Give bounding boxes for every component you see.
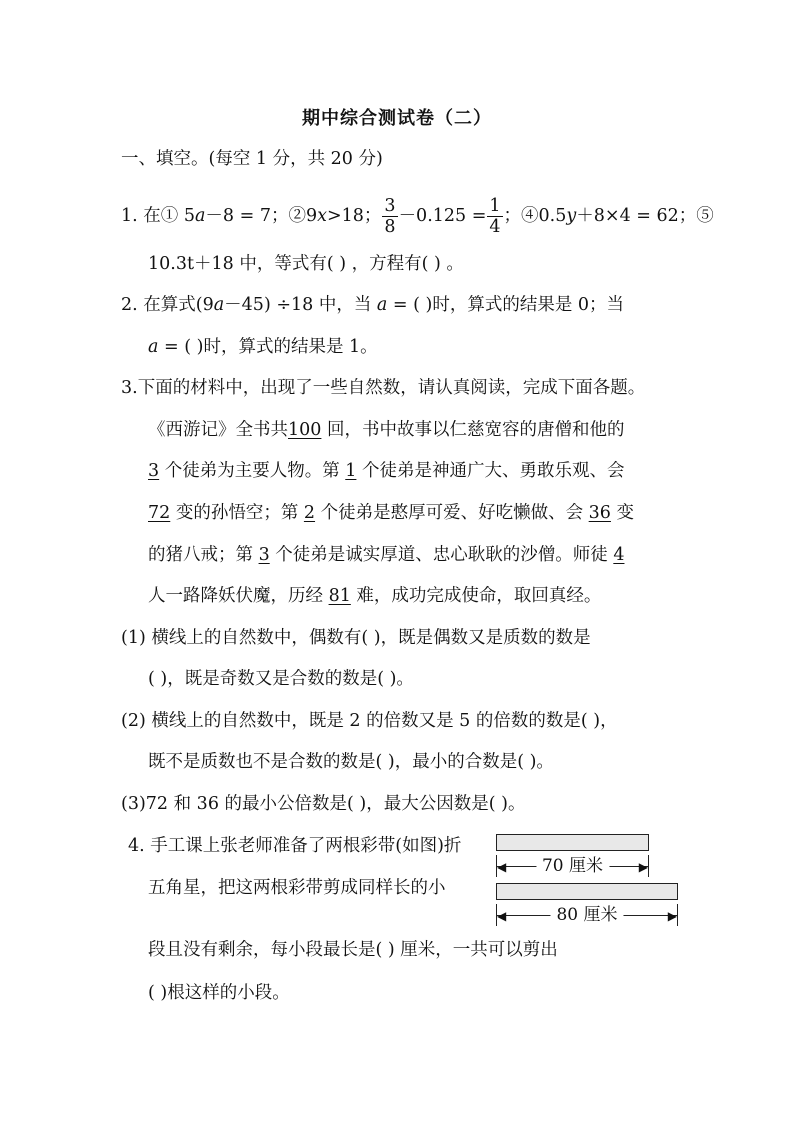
q2-var-a2: a	[376, 295, 388, 315]
q2-text-a: 2. 在算式(9	[121, 295, 214, 315]
passage-text: 回，书中故事以仁慈宽容的唐僧和他的	[321, 420, 625, 440]
question-4-line-3: 段且没有剩余，每小段最长是( ) 厘米，一共可以剪出	[148, 940, 558, 960]
ribbon-70	[496, 834, 649, 851]
underlined-number: 81	[328, 586, 351, 606]
q2-line2-text: = ( )时，算式的结果是 1。	[158, 337, 378, 357]
page-title: 期中综合测试卷（二）	[302, 108, 492, 129]
q2-var-a: a	[213, 295, 225, 315]
fraction-numerator: 1	[489, 196, 501, 216]
arrow-right-icon: ▶	[638, 860, 648, 874]
measure-70	[496, 855, 649, 877]
q1-text-e: ；④0.5	[503, 206, 567, 226]
fraction-3-8	[382, 196, 397, 237]
underlined-number: 72	[148, 503, 171, 523]
arrow-left-icon: ◀	[497, 860, 507, 874]
q1-text-b: －8 = 7；②9	[205, 206, 318, 226]
fraction-denominator: 8	[384, 217, 396, 237]
question-2-line-1	[121, 293, 624, 317]
passage-text: 个徒弟为主要人物。第	[159, 461, 346, 481]
question-3-intro: 3.下面的材料中，出现了一些自然数，请认真阅读，完成下面各题。	[121, 378, 646, 398]
q1-var-x: x	[317, 206, 327, 226]
passage-text: 人一路降妖伏魔，历经	[148, 586, 329, 606]
passage-text: 《西游记》全书共	[148, 420, 288, 440]
passage-text: 难，成功完成使命，取回真经。	[350, 586, 602, 606]
subquestion-1-line-1: (1) 横线上的自然数中，偶数有( )，既是偶数又是质数的数是	[121, 628, 591, 648]
subquestion-2-line-1: (2) 横线上的自然数中，既是 2 的倍数又是 5 的倍数的数是( )，	[121, 711, 618, 731]
question-1-line-2: 10.3t＋18 中，等式有( ) ，方程有( ) 。	[148, 254, 464, 274]
q2-text-b: －45) ÷18 中，当	[224, 295, 377, 315]
q1-var-y: y	[566, 206, 577, 226]
passage-text: 的猪八戒；第	[148, 545, 259, 565]
section-heading: 一、填空。(每空 1 分，共 20 分)	[121, 149, 383, 169]
arrow-left-icon: ◀	[497, 909, 507, 923]
passage-line-4	[148, 543, 624, 567]
subquestion-3: (3)72 和 36 的最小公倍数是( )，最大公因数是( )。	[121, 794, 526, 814]
underlined-number: 36	[588, 503, 611, 523]
fraction-denominator: 4	[489, 217, 501, 237]
question-4-line-1: 4. 手工课上张老师准备了两根彩带(如图)折	[128, 836, 462, 856]
passage-text: 个徒弟是神通广大、勇敢乐观、会	[356, 461, 625, 481]
underlined-number: 100	[288, 420, 322, 440]
passage-line-5	[148, 584, 601, 608]
underlined-number: 4	[613, 545, 625, 565]
passage-text: 个徒弟是诚实厚道、忠心耿耿的沙僧。师徒	[269, 545, 614, 565]
q1-text-f: ＋8×4 = 62；⑤	[576, 206, 714, 226]
passage-text: 变	[610, 503, 635, 523]
fraction-1-4	[487, 196, 502, 237]
passage-line-1	[148, 418, 624, 442]
underlined-number: 3	[148, 461, 160, 481]
q1-var-a: a	[194, 206, 206, 226]
q2-var-a3: a	[148, 337, 159, 357]
underlined-number: 2	[303, 503, 316, 523]
question-2-line-2	[148, 335, 378, 359]
passage-text: 个徒弟是憨厚可爱、好吃懒做、会	[315, 503, 589, 523]
passage-line-3	[148, 501, 634, 525]
q1-text-d: －0.125 =	[398, 206, 487, 226]
passage-text: 变的孙悟空；第	[170, 503, 304, 523]
q1-text-a: 1. 在① 5	[121, 206, 195, 226]
q2-text-c: = ( )时，算式的结果是 0；当	[387, 295, 625, 315]
ribbon-80	[496, 883, 678, 900]
question-4-line-2: 五角星，把这两根彩带剪成同样长的小	[148, 878, 446, 898]
underlined-number: 3	[258, 545, 270, 565]
subquestion-2-line-2: 既不是质数也不是合数的数是( )，最小的合数是( )。	[148, 752, 554, 772]
passage-line-2	[148, 459, 624, 483]
ribbon-70-label: 70 厘米	[536, 855, 609, 877]
q1-text-c: >18；	[326, 206, 382, 226]
subquestion-1-line-2: ( )，既是奇数又是合数的数是( )。	[148, 669, 414, 689]
underlined-number: 1	[345, 461, 357, 481]
ribbon-80-label: 80 厘米	[550, 904, 623, 926]
question-4-line-4: ( )根这样的小段。	[148, 983, 290, 1003]
arrow-right-icon: ▶	[667, 909, 677, 923]
measure-80	[496, 904, 678, 926]
question-1-line-1	[121, 196, 714, 237]
fraction-numerator: 3	[384, 196, 396, 216]
